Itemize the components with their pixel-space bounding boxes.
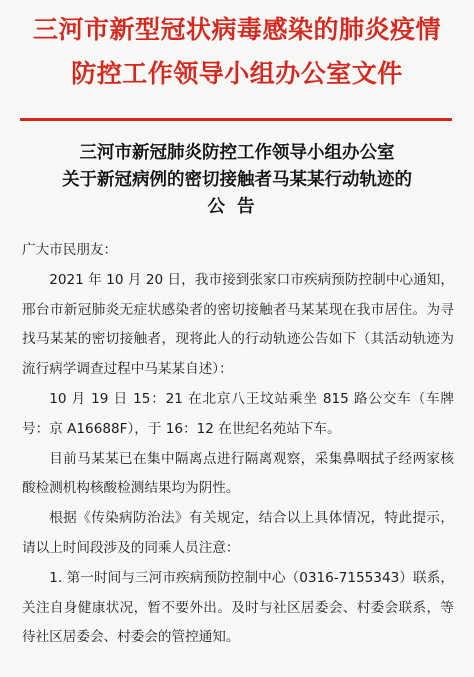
title-line-2: 关于新冠病例的密切接触者马某某行动轨迹的 <box>62 170 412 190</box>
title-line-3: 公告 <box>207 197 267 217</box>
paragraph-route: 10 月 19 日 15：21 在北京八王坟站乘坐 815 路公交车（车牌号：京 A16688F），于 16：12 在世纪名苑站下车。 <box>22 390 454 437</box>
paragraph-reminder: 根据《传染病防治法》有关规定，结合以上具体情况，特此提示，请以上时间段涉及的同乘人员注意： <box>22 510 454 556</box>
red-divider <box>20 118 452 121</box>
paragraph-date-notice: 2021 年 10 月 20 日，我市接到张家口市疾病预防控制中心通知，邢台市新冠肺炎无症状感染者的密切接触者马某某现在我市居住。为寻找马某某的密切接触者，现将此人的行动轨迹公告如下（其活动轨迹为流行病学调查过程中马某某自述）： <box>22 271 454 378</box>
header-line-1: 三河市新型冠状病毒感染的肺炎疫情 <box>32 15 441 44</box>
header-line-2: 防控工作领导小组办公室文件 <box>71 59 403 88</box>
list-item-1: 1. 第一时间与三河市疾病预防控制中心（0316-7155343）联系，关注自身健康状况，暂不要外出。及时与社区居委会、村委会联系，等待社区居委会、村委会的管控通知。 <box>22 569 454 646</box>
notice-body <box>22 236 454 653</box>
title-line-1: 三河市新冠肺炎防控工作领导小组办公室 <box>79 143 395 163</box>
document-header <box>0 8 474 96</box>
notice-title <box>0 140 474 221</box>
salutation: 广大市民朋友： <box>22 242 118 258</box>
paragraph-isolation: 目前马某某已在集中隔离点进行隔离观察，采集鼻咽拭子经两家核酸检测机构核酸检测结果均为阴性。 <box>22 450 454 497</box>
